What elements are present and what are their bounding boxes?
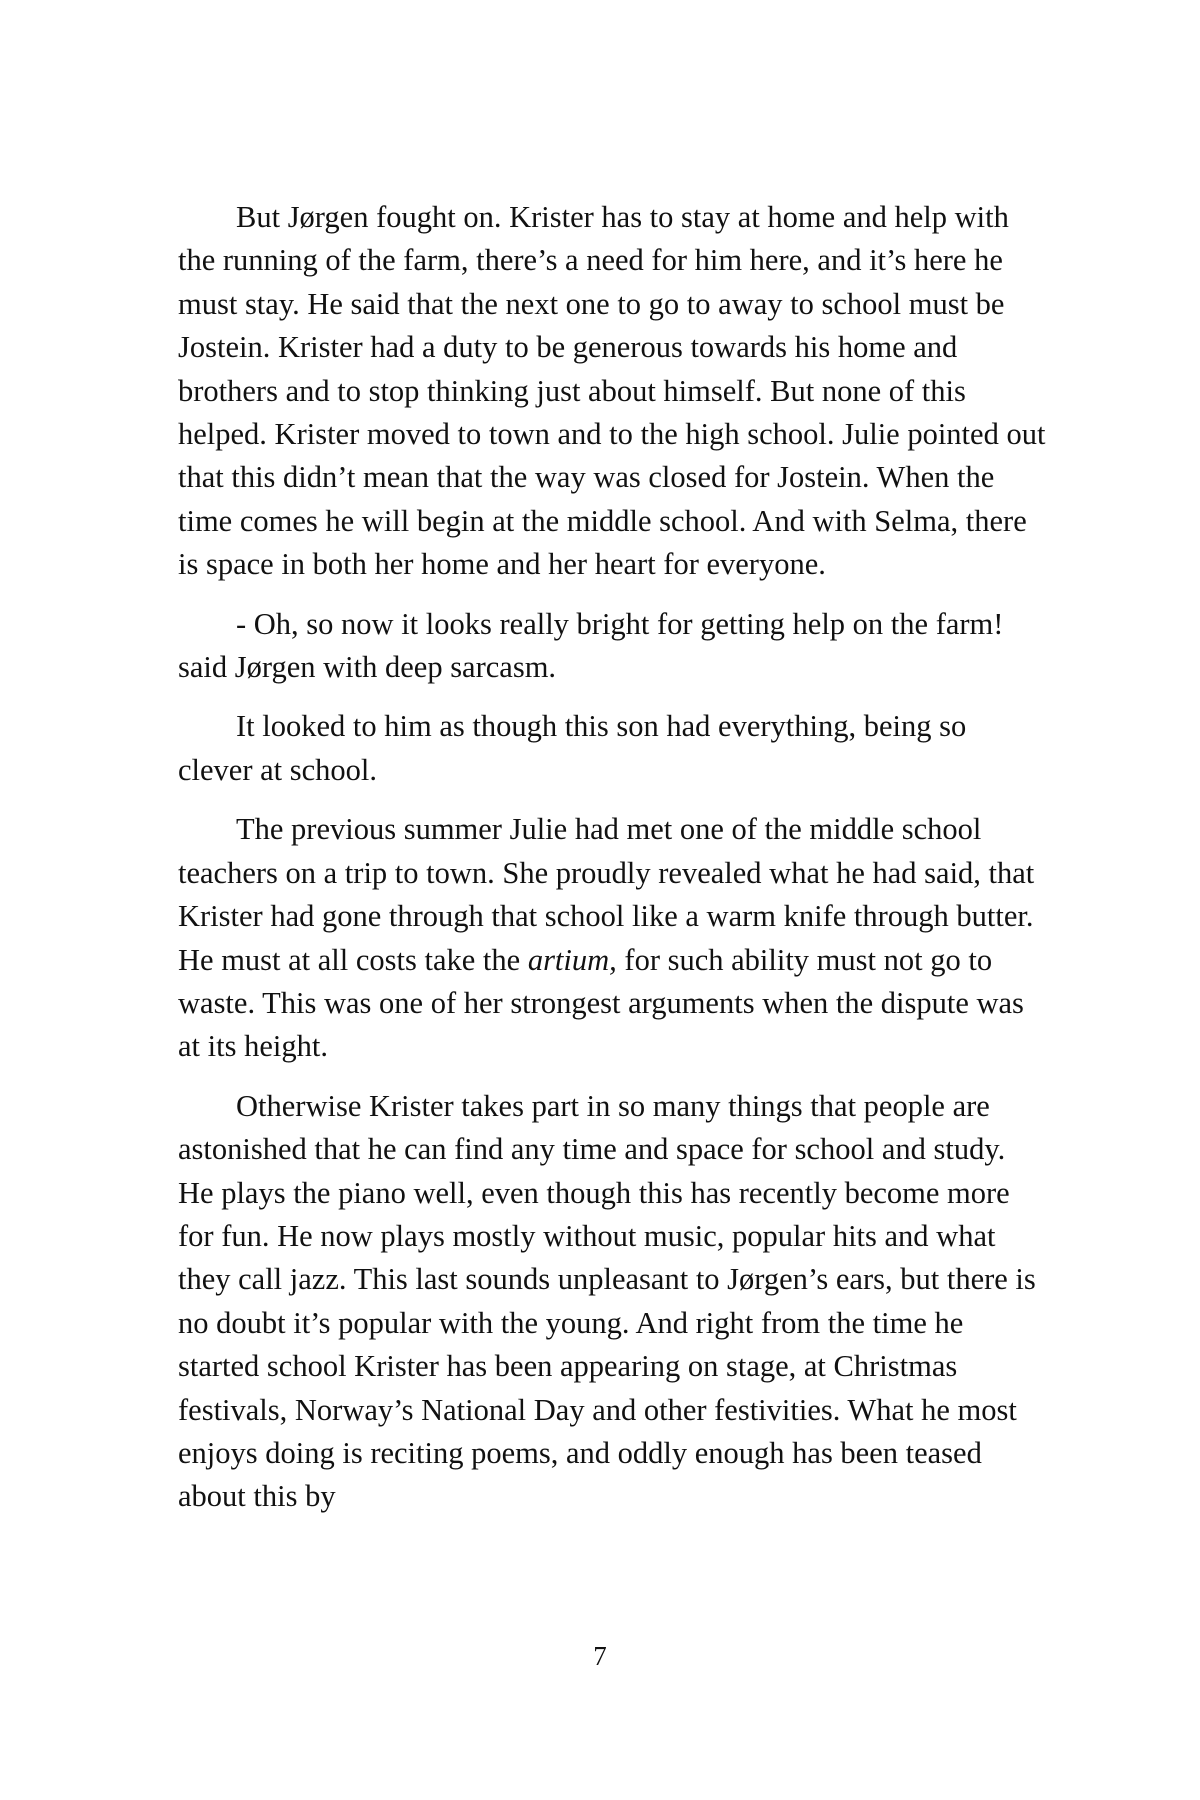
paragraph-3: It looked to him as though this son had everything, being so clever at school. <box>178 709 967 787</box>
paragraph-4-italic-term: artium, <box>527 942 617 977</box>
body-text <box>178 196 1048 1519</box>
paragraph-4-before: The previous summer Julie had met one of the middle school teachers on a trip to town. She proudly revealed what he had said, that Krister had gone through that school like a warm knife through butter. He must at all costs take the <box>178 812 1035 977</box>
paragraph-5: Otherwise Krister takes part in so many things that people are astonished that he can find any time and space for school and study. He plays the piano well, even though this has recently become more for fun. He now plays mostly without music, popular hits and what they call jazz. This last sounds unpleasant to Jørgen’s ears, but there is no doubt it’s popular with the young. And right from the time he started school Krister has been appearing on stage, at Christmas festivals, Norway’s National Day and other festivities. What he most enjoys doing is reciting poems, and oddly enough has been teased about this by <box>178 1088 1036 1514</box>
paragraph-4-after: for such ability must not go to waste. This was one of her strongest arguments when the dispute was at its height. <box>178 942 1024 1064</box>
page-number: 7 <box>593 1641 607 1671</box>
paragraph-2: - Oh, so now it looks really bright for getting help on the farm! said Jørgen with deep sarcasm. <box>178 606 1004 685</box>
paragraph-1: But Jørgen fought on. Krister has to stay at home and help with the running of the farm, there’s a need for him here, and it’s here he must stay. He said that the next one to go to away to school must be Jostein. Krister had a duty to be generous towards his home and brothers and to stop thinking just about himself. But none of this helped. Krister moved to town and to the high school. Julie pointed out that this didn’t mean that the way was closed for Jostein. When the time comes he will begin at the middle school. And with Selma, there is space in both her home and her heart for everyone. <box>178 200 1046 582</box>
paragraph-4 <box>178 808 1048 1068</box>
